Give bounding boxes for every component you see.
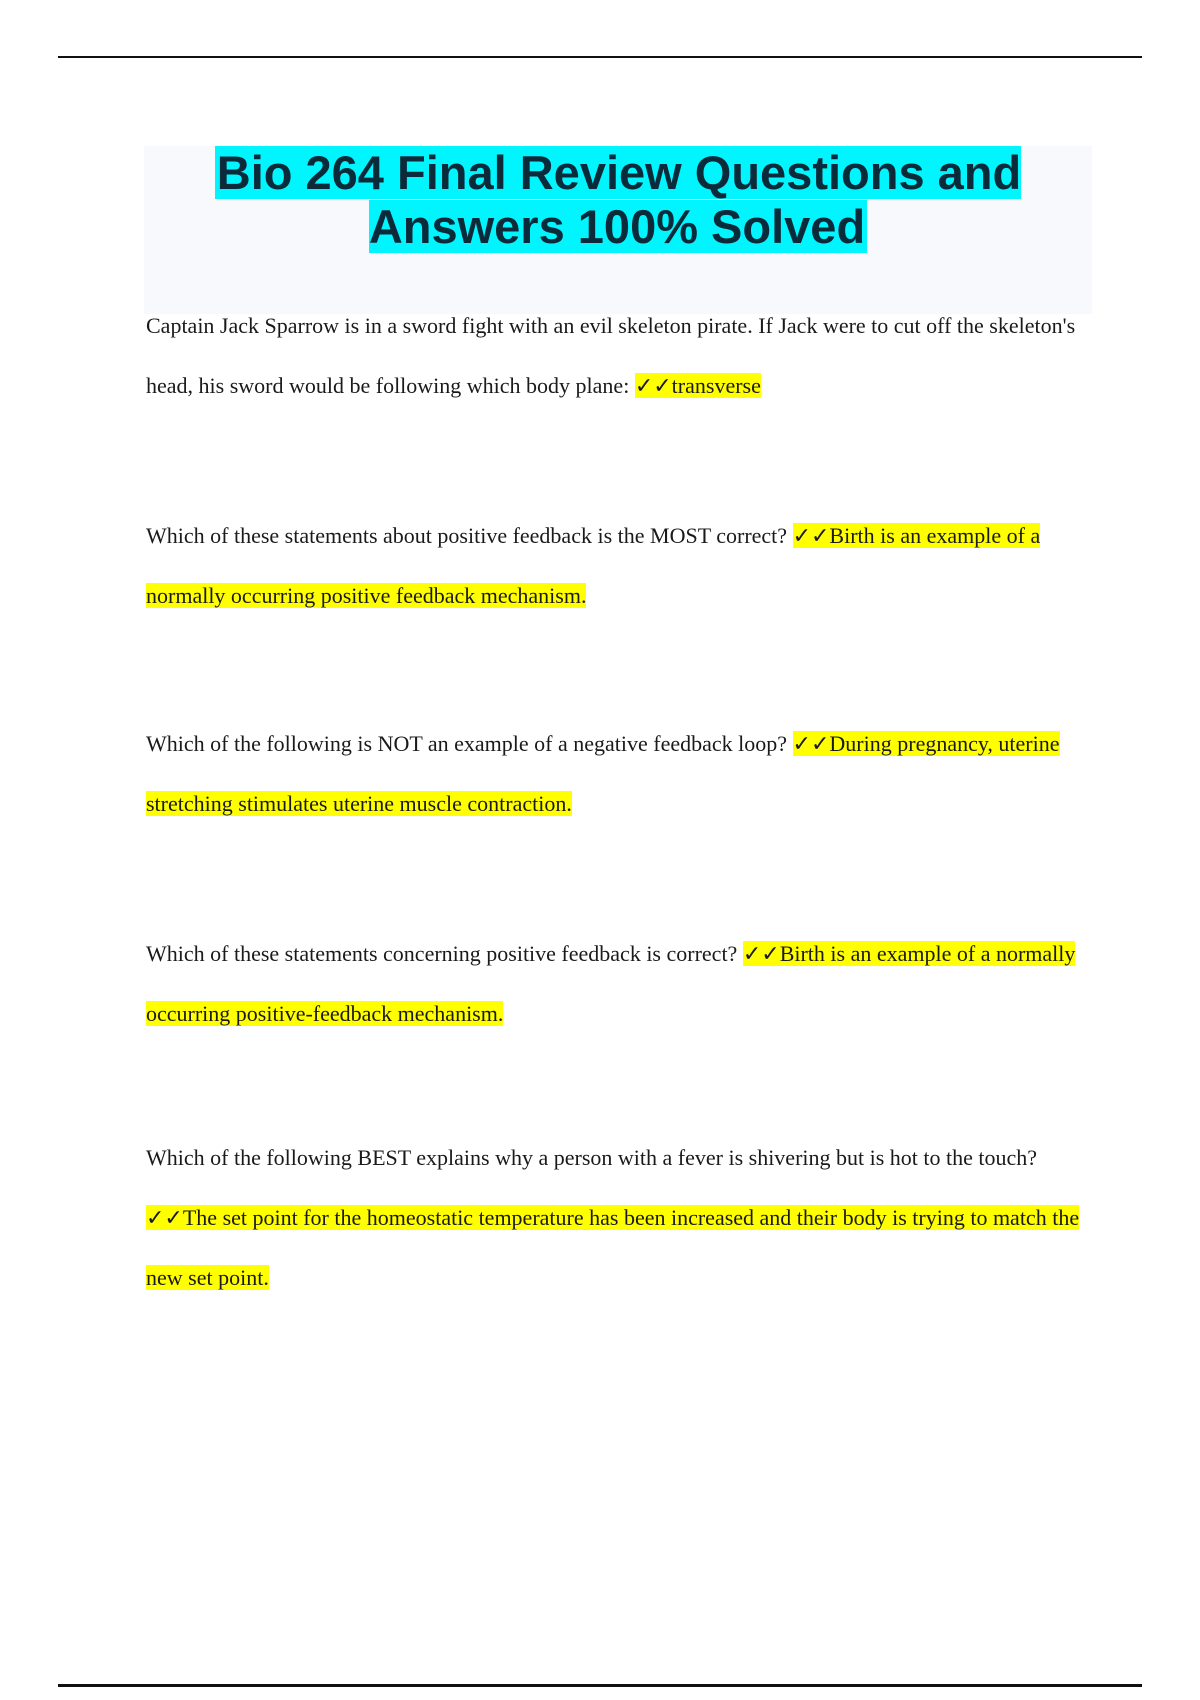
document-title [144, 146, 1092, 254]
answer-text: ✓✓Birth is an example of a normally occurring positive feedback mechanism. [146, 523, 1041, 608]
answer-text: ✓✓During pregnancy, uterine stretching stimulates uterine muscle contraction. [146, 731, 1060, 816]
bottom-rule [58, 1684, 1142, 1687]
question-text: Captain Jack Sparrow is in a sword fight with an evil skeleton pirate. If Jack were to cut off the skeleton's head, his sword would be following which body plane: [146, 313, 1076, 398]
answer-text: ✓✓transverse [634, 373, 761, 398]
answer-text: ✓✓The set point for the homeostatic temperature has been increased and their body is trying to match the new set point. [146, 1205, 1080, 1290]
question-text: Which of these statements concerning positive feedback is correct? [146, 941, 743, 966]
answer-text: ✓✓Birth is an example of a normally occurring positive-feedback mechanism. [146, 941, 1076, 1026]
top-rule [58, 56, 1142, 58]
qa-item [146, 1128, 1096, 1308]
qa-item [146, 296, 1096, 416]
title-band [144, 146, 1092, 314]
qa-item [146, 714, 1096, 834]
question-text: Which of the following BEST explains why a person with a fever is shivering but is hot to the touch? [146, 1145, 1038, 1170]
question-text: Which of these statements about positive feedback is the MOST correct? [146, 523, 793, 548]
qa-item [146, 924, 1096, 1044]
qa-item [146, 506, 1096, 626]
document-title-text: Bio 264 Final Review Questions and Answers 100% Solved [216, 146, 1022, 253]
question-text: Which of the following is NOT an example of a negative feedback loop? [146, 731, 793, 756]
